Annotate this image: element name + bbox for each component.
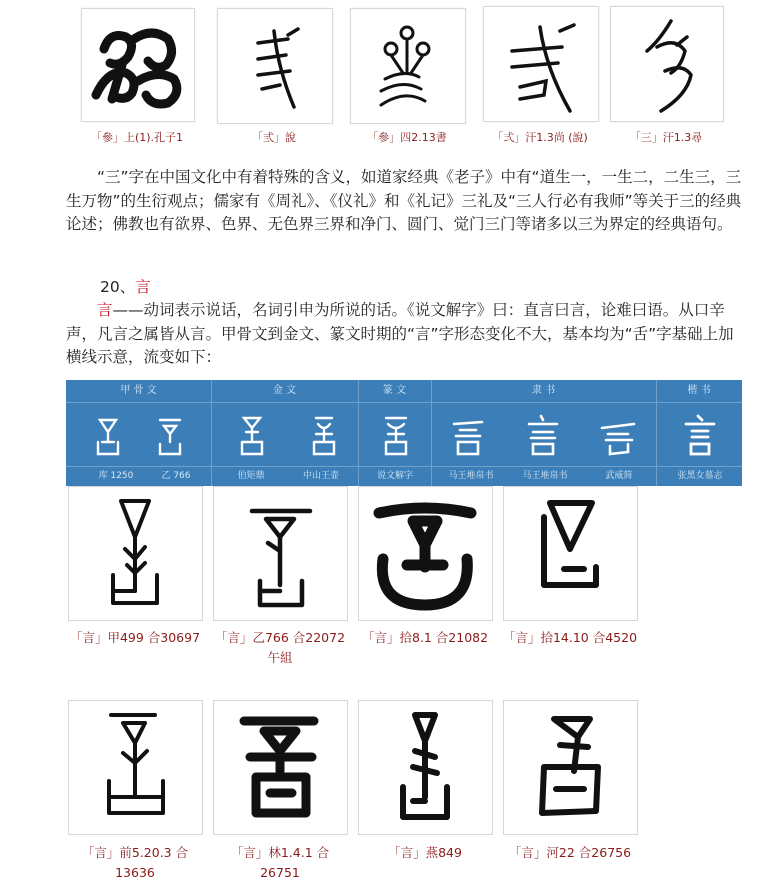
evo-glyph-3 <box>232 402 272 466</box>
yan-card-7 <box>358 700 493 835</box>
paragraph-san-text: “三”字在中国文化中有着特殊的含义，如道家经典《老子》中有“道生一，一生二，二生三，三生万物”的生衍观点；儒家有《周礼》、《仪礼》和《礼记》三礼及“三人行必有我师”等关于三的经典论述；佛教也有欲界、色界、无色界三界和净门、圆门、觉门三门等诸多以三为界定的经典语句。 <box>66 168 742 233</box>
evo-glyph-2 <box>150 402 190 466</box>
yan-card-8 <box>503 700 638 835</box>
header-lishu: 隶 书 <box>531 385 556 396</box>
footer-1: 库 1250 <box>98 471 134 481</box>
section-title-char[interactable]: 言 <box>135 278 151 296</box>
row2-caption-3-line: 「言」燕849 <box>388 845 462 860</box>
yan-card-3 <box>358 486 493 621</box>
footer-3: 伯矩鼎 <box>237 471 265 481</box>
row2-caption-1 <box>60 843 210 883</box>
footer-4: 中山王壶 <box>302 471 339 481</box>
row1-caption-1-line: 「言」甲499 合30697 <box>69 630 201 645</box>
evo-glyph-9 <box>678 402 722 466</box>
yan-card-6 <box>213 700 348 835</box>
header-kaishu: 楷 书 <box>687 385 711 396</box>
yan-card-1 <box>68 486 203 621</box>
glyph-card-can-1 <box>81 8 195 122</box>
row1-caption-3 <box>350 628 500 648</box>
footer-5: 说文解字 <box>376 471 413 481</box>
yan-glyph-8 <box>504 701 637 834</box>
row1-caption-4-line: 「言」拾14.10 合4520 <box>502 630 638 645</box>
header-zhuanwen: 篆 文 <box>382 385 407 396</box>
yan-link[interactable]: 言 <box>97 301 113 319</box>
glyph-can-stars-image <box>351 9 465 123</box>
glyph-san-image <box>611 7 723 121</box>
yan-glyph-7 <box>359 701 492 834</box>
row1-caption-2-line2: 午組 <box>267 650 293 665</box>
top-caption-3: 「參」四2.13書 <box>367 131 447 144</box>
yan-glyph-4 <box>504 487 637 620</box>
glyph-card-er-2 <box>483 6 599 122</box>
row2-caption-4 <box>495 843 645 863</box>
yan-glyph-6 <box>214 701 347 834</box>
glyph-er-variant-image <box>484 7 598 121</box>
yan-card-2 <box>213 486 348 621</box>
evo-glyph-7 <box>521 402 565 466</box>
section-number: 20、 <box>100 278 136 296</box>
top-caption-2: 「弎」說 <box>252 131 296 144</box>
evolution-table <box>66 380 742 486</box>
row2-caption-2 <box>205 843 355 883</box>
yan-glyph-3 <box>359 487 492 620</box>
evo-glyph-4 <box>304 402 344 466</box>
row2-caption-2-line1: 「言」林1.4.1 合 <box>230 845 330 860</box>
glyph-card-can-2 <box>350 8 466 124</box>
header-jiaguwen: 甲 骨 文 <box>120 385 157 396</box>
yan-glyph-5 <box>69 701 202 834</box>
top-caption-1: 「參」上(1).孔子1 <box>90 131 184 144</box>
yan-glyph-2 <box>214 487 347 620</box>
header-jinwen: 金 文 <box>272 385 297 396</box>
footer-7: 马王堆帛书 <box>522 471 568 481</box>
yan-glyph-1 <box>69 487 202 620</box>
row2-caption-1-line2: 13636 <box>115 865 155 880</box>
yan-card-5 <box>68 700 203 835</box>
top-caption-5: 「三」汗1.3尋 <box>629 131 703 144</box>
footer-6: 马王堆帛书 <box>448 471 494 481</box>
glyph-can-image <box>82 9 194 121</box>
yan-card-4 <box>503 486 638 621</box>
row2-caption-1-line1: 「言」前5.20.3 合 <box>81 845 189 860</box>
footer-9: 张黑女墓志 <box>677 471 723 481</box>
footer-8: 武威简 <box>605 471 633 481</box>
section-heading <box>100 275 151 297</box>
glyph-er-image <box>218 9 332 123</box>
evo-glyph-1 <box>88 402 128 466</box>
row1-caption-2 <box>205 628 355 668</box>
paragraph-yan-definition <box>66 299 742 370</box>
paragraph-san-meaning <box>66 166 742 237</box>
row1-caption-3-line: 「言」拾8.1 合21082 <box>361 630 489 645</box>
row1-caption-4 <box>495 628 645 648</box>
glyph-card-er-1 <box>217 8 333 124</box>
evo-glyph-8 <box>596 402 640 466</box>
evo-glyph-5 <box>376 402 416 466</box>
row2-caption-3 <box>350 843 500 863</box>
row2-caption-2-line2: 26751 <box>260 865 300 880</box>
top-caption-4: 「弍」汗1.3尚 (說) <box>492 131 588 144</box>
row1-caption-2-line1: 「言」乙766 合22072 <box>214 630 346 645</box>
row1-caption-1 <box>60 628 210 648</box>
paragraph-yan-text: ——动词表示说话，名词引申为所说的话。《说文解字》曰：直言曰言，论难曰语。从口辛声，凡言之属皆从言。甲骨文到金文、篆文时期的“言”字形态变化不大，基本均为“舌”字基础上加横线示意，流变如下： <box>66 301 734 366</box>
footer-2: 乙 766 <box>161 471 191 481</box>
evo-glyph-6 <box>446 402 490 466</box>
glyph-card-san <box>610 6 724 122</box>
row2-caption-4-line: 「言」河22 合26756 <box>508 845 632 860</box>
